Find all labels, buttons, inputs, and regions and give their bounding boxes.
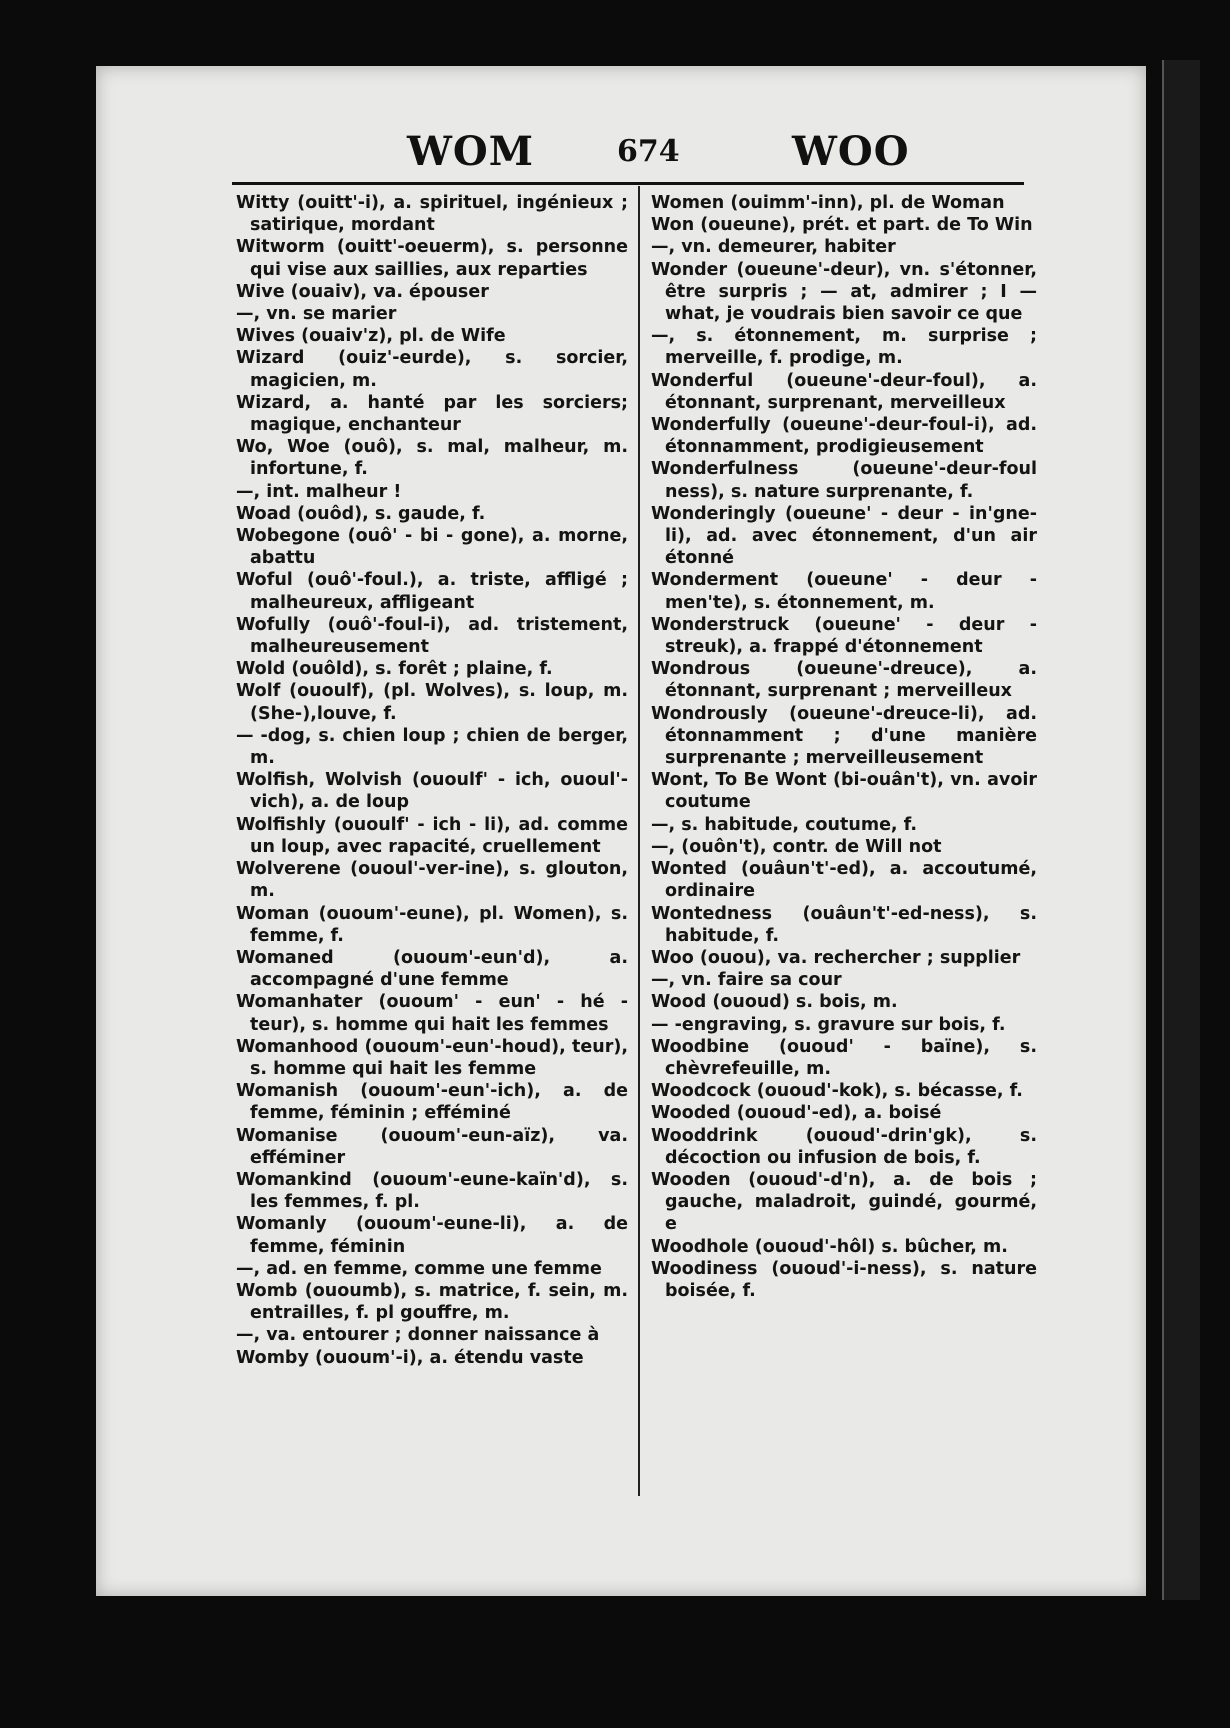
dictionary-entry: Wolfishly (ououlf' - ich - li), ad. comme un loup, avec rapacité, cruellement xyxy=(236,814,628,857)
dictionary-entry: Womanhater (ououm' - eun' - hé - teur), s. homme qui hait les femmes xyxy=(236,992,628,1035)
dictionary-entry: Woman (ououm'-eune), pl. Women), s. femme, f. xyxy=(236,903,628,946)
left-guide-word: WOM xyxy=(407,128,535,175)
dictionary-entry: —, vn. se marier xyxy=(236,304,397,325)
dictionary-entry: Wont, To Be Wont (bi-ouân't), vn. avoir coutume xyxy=(651,770,1037,813)
dictionary-entry: —, s. étonnement, m. surprise ; merveille, f. prodige, m. xyxy=(651,326,1037,369)
dictionary-entry: —, s. habitude, coutume, f. xyxy=(651,814,917,835)
adjacent-page-margin xyxy=(1162,60,1200,1600)
dictionary-entry: —, vn. faire sa cour xyxy=(651,970,842,991)
dictionary-entry: Woad (ouôd), s. gaude, f. xyxy=(236,503,486,524)
dictionary-entry: Wonderful (oueune'-deur-foul), a. étonnant, surprenant, merveilleux xyxy=(651,370,1037,413)
dictionary-entry: Wofully (ouô'-foul-i), ad. tristement, malheureusement xyxy=(236,614,628,658)
dictionary-entry: Wonderstruck (oueune' - deur - streuk), a. frappé d'étonnement xyxy=(651,614,1037,658)
dictionary-entry: Women (ouimm'-inn), pl. de Woman xyxy=(651,193,1005,213)
dictionary-entry: —, int. malheur ! xyxy=(236,481,402,502)
dictionary-entry: Wonderfulness (oueune'-deur-foul ness), s. nature surprenante, f. xyxy=(651,459,1037,502)
dictionary-entry: Wonderfully (oueune'-deur-foul-i), ad. étonnamment, prodigieusement xyxy=(651,415,1037,458)
dictionary-entry: Womanish (ououm'-eun'-ich), a. de femme, féminin ; efféminé xyxy=(236,1081,628,1124)
dictionary-entry: Wizard (ouiz'-eurde), s. sorcier, magicien, m. xyxy=(236,348,628,391)
dictionary-entry: Womaned (ououm'-eun'd), a. accompagné d'une femme xyxy=(236,947,628,991)
dictionary-entry: Wolf (ououlf), (pl. Wolves), s. loup, m. (She-),louve, f. xyxy=(236,681,628,724)
page-header xyxy=(232,128,1020,178)
dictionary-entry: Womankind (ououm'-eune-kaïn'd), s. les femmes, f. pl. xyxy=(236,1169,628,1213)
dictionary-entry: Woodiness (ououd'-i-ness), s. nature boisée, f. xyxy=(651,1258,1037,1301)
dictionary-entry: —, (ouôn't), contr. de Will not xyxy=(651,836,942,857)
dictionary-entry: Wondrously (oueune'-dreuce-li), ad. étonnamment ; d'une manière surprenante ; merveilleusement xyxy=(651,703,1037,769)
dictionary-entry: Womanhood (ououm'-eun'-houd), teur), s. homme qui hait les femme xyxy=(236,1036,628,1079)
dictionary-entry: Wonted (ouâun't'-ed), a. accoutumé, ordinaire xyxy=(651,859,1037,902)
dictionary-entry: Won (oueune), prét. et part. de To Win xyxy=(651,215,1033,236)
dictionary-entry: Woodhole (ououd'-hôl) s. bûcher, m. xyxy=(651,1236,1008,1257)
dictionary-entry: Woful (ouô'-foul.), a. triste, affligé ; malheureux, affligeant xyxy=(236,570,628,613)
right-guide-word: WOO xyxy=(792,128,910,175)
dictionary-entry: Wolverene (ououl'-ver-ine), s. glouton, m. xyxy=(236,859,628,902)
column-divider xyxy=(638,186,640,1496)
dictionary-entry: Womb (ououmb), s. matrice, f. sein, m. entrailles, f. pl gouffre, m. xyxy=(236,1280,628,1324)
dictionary-entry: Womanise (ououm'-eun-aïz), va. efféminer xyxy=(236,1125,628,1168)
dictionary-entry: Witty (ouitt'-i), a. spirituel, ingénieux ; satirique, mordant xyxy=(236,193,628,236)
dictionary-entry: Wooden (ououd'-d'n), a. de bois ; gauche, maladroit, guindé, gourmé, e xyxy=(651,1169,1037,1235)
dictionary-entry: Woodbine (ououd' - baïne), s. chèvrefeuille, m. xyxy=(651,1036,1037,1079)
dictionary-entry: —, va. entourer ; donner naissance à xyxy=(236,1325,600,1346)
dictionary-entry: Wondrous (oueune'-dreuce), a. étonnant, surprenant ; merveilleux xyxy=(651,659,1037,702)
dictionary-entry: Woo (ouou), va. rechercher ; supplier xyxy=(651,947,1021,968)
right-column xyxy=(651,192,1037,1302)
page-number: 674 xyxy=(617,134,680,169)
dictionary-entry: Wontedness (ouâun't'-ed-ness), s. habitude, f. xyxy=(651,903,1037,946)
dictionary-entry: Wonderingly (oueune' - deur - in'gne-li), ad. avec étonnement, d'un air étonné xyxy=(651,503,1037,569)
dictionary-entry: Wold (ouôld), s. forêt ; plaine, f. xyxy=(236,659,553,680)
dictionary-entry: Womanly (ououm'-eune-li), a. de femme, féminin xyxy=(236,1214,628,1257)
dictionary-entry: Wonderment (oueune' - deur - men'te), s. étonnement, m. xyxy=(651,570,1037,613)
dictionary-entry: Woodcock (ououd'-kok), s. bécasse, f. xyxy=(651,1081,1023,1102)
dictionary-entry: Wood (ououd) s. bois, m. xyxy=(651,992,898,1013)
dictionary-entry: Wolfish, Wolvish (ououlf' - ich, ououl'-vich), a. de loup xyxy=(236,770,628,813)
dictionary-entry: Wonder (oueune'-deur), vn. s'étonner, être surpris ; — at, admirer ; I — what, je voudrais bien savoir ce que xyxy=(651,259,1037,325)
dictionary-entry: Wives (ouaiv'z), pl. de Wife xyxy=(236,326,506,347)
dictionary-entry: Wive (ouaiv), va. épouser xyxy=(236,281,489,302)
dictionary-entry: — -dog, s. chien loup ; chien de berger, m. xyxy=(236,725,628,769)
dictionary-entry: Wo, Woe (ouô), s. mal, malheur, m. infortune, f. xyxy=(236,437,628,480)
dictionary-entry: Wobegone (ouô' - bi - gone), a. morne, abattu xyxy=(236,526,628,569)
header-rule xyxy=(232,182,1024,185)
dictionary-entry: — -engraving, s. gravure sur bois, f. xyxy=(651,1014,1006,1035)
dictionary-entry: Wizard, a. hanté par les sorciers; magique, enchanteur xyxy=(236,392,628,436)
dictionary-entry: —, vn. demeurer, habiter xyxy=(651,237,896,258)
dictionary-entry: —, ad. en femme, comme une femme xyxy=(236,1258,602,1279)
left-column xyxy=(236,192,628,1369)
dictionary-entry: Witworm (ouitt'-oeuerm), s. personne qui vise aux saillies, aux reparties xyxy=(236,237,628,280)
dictionary-entry: Womby (ououm'-i), a. étendu vaste xyxy=(236,1347,584,1368)
dictionary-entry: Wooddrink (ououd'-drin'gk), s. décoction ou infusion de bois, f. xyxy=(651,1125,1037,1168)
dictionary-entry: Wooded (ououd'-ed), a. boisé xyxy=(651,1103,942,1124)
